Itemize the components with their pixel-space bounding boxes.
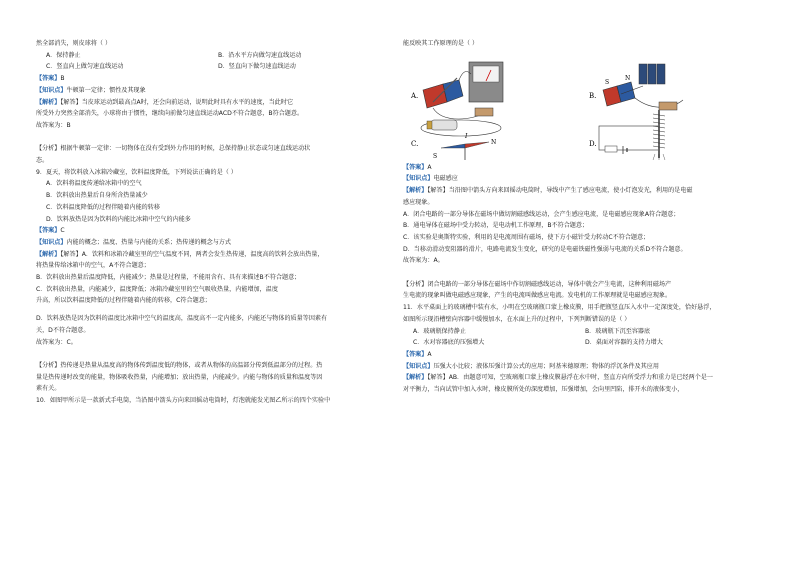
q8-option-d: D．竖直向下做匀速直线运动 — [218, 63, 296, 71]
spacer — [403, 267, 766, 279]
explanation-tag: 【解析】 — [403, 374, 428, 382]
q10-stem: 10．如图甲所示是一款新式手电筒，当沿图中箭头方向来回摇动电筒时，灯泡就能发光图乙所示的四个实验中 — [36, 397, 331, 405]
q10-explanation-4: B．通电导体在磁场中受力转动，是电动机工作原理，B不符合题意； — [403, 222, 589, 230]
q9-explanation-2: 将热量传给冰箱中的空气，A不符合题意； — [36, 262, 150, 270]
q8-answer — [36, 73, 391, 85]
q9-explanation-6: D．饮料放热是因为饮料的温度比冰箱中空气的温度高，温度高不一定内能多，内能还与物体的质量等因素有 — [36, 315, 328, 323]
q10-figures — [403, 50, 766, 162]
figure-a-label: A. — [411, 91, 419, 100]
q10-knowledge-point — [403, 173, 766, 185]
q9-analysis-1: 【分析】热传递是热量从温度高的物体传到温度低的物体，或者从物体的高温部分传到低温部分的过程。热 — [36, 361, 323, 369]
q9-explanation-1 — [36, 249, 391, 261]
q10-stem-tail: 能反映其工作原理的是（ ） — [403, 40, 479, 47]
figure-c-pole-s: S — [433, 152, 438, 160]
q10-explanation-2: 感应现象。 — [403, 198, 434, 206]
q10-explanation-1 — [403, 185, 766, 197]
q9-explanation-4: C．饮料放出热量，内能减少，温度降低；冰箱冷藏室里的空气吸收热量，内能增加，温度 — [36, 285, 278, 293]
q11-answer — [403, 349, 766, 361]
q8-explanation-1 — [36, 97, 391, 109]
figure-d-electromagnet-experiment — [589, 110, 665, 160]
q8-options-row-2 — [36, 61, 391, 73]
q8-explanation-text: 【解答】当皮球运动到最高点A时，还会向前运动，说明此时具有水平的速度，当此时它 — [60, 98, 294, 106]
q11-options-row-1 — [403, 326, 766, 338]
explanation-tag: 【解析】 — [36, 98, 61, 106]
q9-explanation-7: 关，D不符合题意。 — [36, 326, 90, 334]
q10-explanation-text: 【解答】当沿图中箭头方向来回摇动电筒时，导线中产生了感应电流，使小灯泡发光，利用的是电磁 — [427, 187, 693, 195]
figure-c-current-label: I — [465, 132, 468, 140]
figure-b-pole-s: S — [605, 78, 610, 86]
q9-explanation-8: 故答案为：C。 — [36, 338, 77, 346]
q10-analysis-1: 【分析】闭合电路的一部分导体在磁场中作切割磁感线运动，导体中就会产生电流，这种利用磁场产 — [403, 280, 672, 288]
figure-d-label: D. — [589, 139, 597, 148]
answer-tag: 【答案】 — [403, 350, 428, 358]
figure-a-generator-experiment — [410, 62, 503, 119]
q8-option-c: C．竖直向上做匀速直线运动 — [46, 63, 124, 71]
q9-analysis-2: 量是热传递时改变的能量，物体吸收热量，内能增加；放出热量，内能减少。内能与物体的质量和温度等因 — [36, 373, 323, 381]
figure-b-pole-n: N — [625, 74, 631, 82]
q9-option-a: A．饮料将温度传递给冰箱中的空气 — [46, 180, 142, 188]
q11-explanation-2: 对平衡力，当向试管中加入水时，橡皮膜所处的深度增加，压强增加，会向里凹陷，排开水的液体变小， — [403, 386, 684, 394]
spacer — [36, 348, 391, 360]
q8-option-a: A．保持静止 — [46, 51, 81, 59]
q10-explanation-7: 故答案为：A。 — [403, 257, 444, 265]
figure-c-oersted-experiment — [411, 120, 501, 160]
spacer — [36, 132, 391, 144]
q9-knowledge-point — [36, 237, 391, 249]
q11-options-row-2 — [403, 337, 766, 349]
q8-analysis-1: 【分析】根据牛顿第一定律：一切物体在没有受到外力作用的时候，总保持静止状态或匀速直线运动状 — [36, 145, 311, 153]
q11-option-a: A．玻璃瓶保持静止 — [413, 327, 466, 335]
answer-tag: 【答案】 — [36, 227, 61, 235]
q8-knowledge-text: 牛顿第一定律；惯性及其现象 — [66, 86, 146, 94]
q8-stem-tail: 然全部消失，则皮球将（ ） — [36, 40, 112, 47]
q10-analysis-2: 生电流的现象叫做电磁感应现象，产生的电流叫做感应电流。发电机的工作原理就是电磁感应现象。 — [403, 292, 672, 300]
q8-answer-value: B — [60, 75, 65, 83]
q8-option-b: B．沿水平方向做匀速直线运动 — [218, 51, 302, 59]
q9-answer-value: C — [60, 227, 65, 235]
left-column — [36, 38, 391, 407]
q9-option-c: C．饮料温度降低的过程伴随着内能的转移 — [46, 203, 160, 211]
q8-explanation-2: 所受外力突然全部消失，小球将由于惯性，继续向前做匀速直线运动ACD不符合题意，B符合题意。 — [36, 110, 304, 118]
knowledge-tag: 【知识点】 — [403, 362, 434, 370]
figure-b-motor-experiment — [589, 64, 683, 110]
q11-knowledge-text: 压强大小比较；液体压强计算公式的应用；阿基米德原理；物体的浮沉条件及其应用 — [433, 362, 659, 370]
q11-explanation-1 — [403, 372, 766, 384]
q11-explanation-text: 【解答】AB．由题意可知，空玻璃瓶口蒙上橡皮膜悬浮在水中时，竖直方向所受浮力和重力是已经两个是一 — [427, 374, 713, 382]
q11-stem-1: 11．水平桌面上的玻璃槽中装有水，小明在空玻璃瓶口蒙上橡皮膜，用手把瓶竖直压入水中一定深度处，恰好悬浮， — [403, 304, 716, 312]
q10-explanation-3: A．闭合电路的一部分导体在磁场中做切割磁感线运动，会产生感应电流，是电磁感应现象A符合题意； — [403, 210, 680, 218]
q11-knowledge-point — [403, 361, 766, 373]
q10-answer-value: A — [427, 163, 432, 171]
q9-explanation-3: B．饮料放出热量后温度降低，内能减少；热量是过程量，不能用含有、具有来描述B不符合题意； — [36, 274, 301, 282]
q8-knowledge-point — [36, 85, 391, 97]
explanation-tag: 【解析】 — [36, 250, 61, 258]
q9-stem: 9．夏天，将饮料放入冰箱冷藏室，饮料温度降低，下列说法正确的是（ ） — [36, 168, 237, 176]
q10-explanation-6: D．当移动滑动变阻器的滑片，电路电流发生变化，研究的是电磁铁磁性强弱与电流的关系D不符合题意。 — [403, 245, 687, 253]
knowledge-tag: 【知识点】 — [36, 86, 67, 94]
q9-knowledge-text: 内能的概念；温度、热量与内能的关系；热传递的概念与方式 — [66, 238, 231, 246]
explanation-tag: 【解析】 — [403, 187, 428, 195]
q11-stem-2: 如图所示现沿槽壁向容器中缓慢加水，在水面上升的过程中，下列判断错误的是（ ） — [403, 315, 631, 323]
q8-explanation-3: 故答案为：B — [36, 121, 71, 129]
q10-explanation-5: C．该实验是奥斯特实验，利用的是电流周围有磁场，使下方小磁针受力转动C不符合题意； — [403, 233, 650, 241]
q8-analysis-2: 态。 — [36, 157, 49, 165]
knowledge-tag: 【知识点】 — [36, 238, 67, 246]
q8-options-row-1 — [36, 50, 391, 62]
answer-tag: 【答案】 — [403, 163, 428, 171]
q10-experiment-diagrams — [403, 50, 766, 162]
q9-analysis-3: 素有关。 — [36, 385, 61, 393]
figure-c-pole-n: N — [491, 138, 497, 146]
right-column — [403, 38, 766, 396]
q9-option-d: D．饮料放热是因为饮料的内能比冰箱中空气的内能多 — [46, 215, 191, 223]
q9-explanation-5: 升高，所以饮料温度降低的过程伴随着内能的转移，C符合题意； — [36, 297, 211, 305]
q9-explanation-text: 【解答】A．饮料和冰箱冷藏室里的空气温度不同，两者会发生热传递，温度高的饮料会放出热量， — [60, 250, 324, 258]
answer-tag: 【答案】 — [36, 75, 61, 83]
figure-b-label: B. — [589, 91, 597, 100]
figure-c-label: C. — [411, 139, 419, 148]
knowledge-tag: 【知识点】 — [403, 175, 434, 183]
q10-knowledge-text: 电磁感应 — [433, 175, 458, 183]
q11-option-b: B．玻璃瓶下沉至容器底 — [585, 327, 651, 335]
q9-option-b: B．饮料放出热量后自身所含热量减少 — [46, 192, 148, 200]
q11-answer-value: A — [427, 350, 432, 358]
q11-option-c: C．水对容器底的压强增大 — [413, 339, 485, 347]
q10-answer — [403, 162, 766, 174]
q11-option-d: D．桌面对容器的支持力增大 — [585, 339, 663, 347]
q9-answer — [36, 225, 391, 237]
